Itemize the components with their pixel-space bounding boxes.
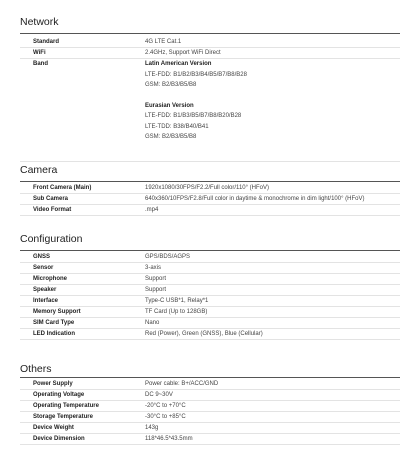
- spec-label: Front Camera (Main): [33, 185, 92, 191]
- spec-row: [20, 274, 400, 285]
- spec-value: DC 9~30V: [145, 392, 173, 398]
- spec-label: SIM Card Type: [33, 320, 75, 326]
- spec-row: [20, 329, 400, 340]
- spec-label: GNSS: [33, 254, 51, 260]
- spec-value: TF Card (Up to 128GB): [145, 309, 208, 315]
- band-latam-heading: Latin American Version: [145, 61, 212, 67]
- spec-label: Standard: [33, 39, 60, 45]
- spec-value: Type-C USB*1, Relay*1: [145, 298, 209, 304]
- band-eurasian-gsm: GSM: B2/B3/B5/B8: [145, 134, 197, 140]
- spec-row-band: [20, 59, 400, 162]
- spec-row: [20, 307, 400, 318]
- spec-label: Operating Voltage: [33, 392, 85, 398]
- spec-label: Device Weight: [33, 425, 74, 431]
- spec-row: [20, 390, 400, 401]
- band-eurasian-fdd: LTE-FDD: B1/B3/B5/B7/B8/B20/B28: [145, 113, 242, 119]
- spec-label: Video Format: [33, 207, 72, 213]
- spec-value: 3-axis: [145, 265, 162, 271]
- section-title-configuration: Configuration: [20, 233, 83, 245]
- spec-value: 143g: [145, 425, 159, 431]
- section-title-others: Others: [20, 363, 52, 375]
- spec-value: 4G LTE Cat.1: [145, 39, 182, 45]
- spec-label: Sub Camera: [33, 196, 69, 202]
- section-title-network: Network: [20, 16, 59, 28]
- spec-value: 118*46.5*43.5mm: [145, 436, 193, 442]
- band-latam-gsm: GSM: B2/B3/B5/B8: [145, 82, 197, 88]
- spec-row: [20, 401, 400, 412]
- band-eurasian-tdd: LTE-TDD: B38/B40/B41: [145, 123, 209, 130]
- spec-label: Memory Support: [33, 309, 81, 315]
- spec-value: 2.4GHz, Support WiFi Direct: [145, 50, 221, 56]
- spec-row: [20, 183, 400, 194]
- band-latam-fdd: LTE-FDD: B1/B2/B3/B4/B5/B7/B8/B28: [145, 71, 247, 78]
- spec-value: GPS/BDS/AGPS: [145, 254, 191, 260]
- spec-label: Microphone: [33, 276, 67, 282]
- section-title-camera: Camera: [20, 164, 58, 176]
- spec-row: [20, 285, 400, 296]
- spec-label: Band: [33, 61, 48, 67]
- spec-row: [20, 252, 400, 263]
- spec-label: Device Dimension: [33, 436, 85, 442]
- section-divider: [20, 250, 400, 251]
- spec-row: [20, 263, 400, 274]
- spec-label: Sensor: [33, 265, 54, 271]
- spec-row: [20, 412, 400, 423]
- spec-row: [20, 205, 400, 216]
- section-divider: [20, 377, 400, 378]
- spec-value: Power cable: B+/ACC/GND: [145, 381, 219, 387]
- spec-row: [20, 434, 400, 445]
- spec-label: WiFi: [33, 50, 46, 56]
- spec-label: Speaker: [33, 287, 57, 293]
- spec-value-band: [145, 59, 247, 143]
- section-divider: [20, 181, 400, 182]
- spec-value: -20°C to +70°C: [145, 403, 186, 409]
- spec-label: Storage Temperature: [33, 414, 93, 420]
- spec-row: [20, 318, 400, 329]
- spec-label: Operating Temperature: [33, 403, 99, 409]
- spec-value: Red (Power), Green (GNSS), Blue (Cellular): [145, 331, 263, 337]
- spec-label: LED Indication: [33, 331, 75, 337]
- spec-row-standard: [20, 37, 400, 48]
- spec-row: [20, 379, 400, 390]
- spec-value: -30°C to +85°C: [145, 414, 186, 420]
- spec-value: Support: [145, 276, 167, 282]
- spec-row-wifi: [20, 48, 400, 59]
- spec-value: Support: [145, 287, 167, 293]
- spec-value: .mp4: [145, 207, 159, 213]
- spec-value: 1920x1080/30FPS/F2.2/Full color/110° (HFoV): [145, 185, 270, 191]
- spec-label: Interface: [33, 298, 59, 304]
- spec-row: [20, 296, 400, 307]
- spec-row: [20, 194, 400, 205]
- section-divider: [20, 33, 400, 34]
- band-eurasian-heading: Eurasian Version: [145, 102, 194, 109]
- spec-label: Power Supply: [33, 381, 73, 387]
- spec-row: [20, 423, 400, 434]
- spec-value: Nano: [145, 320, 160, 326]
- spec-value: 640x360/10FPS/F2.8/Full color in daytime & monochrome in dim light/100° (HFoV): [145, 196, 365, 202]
